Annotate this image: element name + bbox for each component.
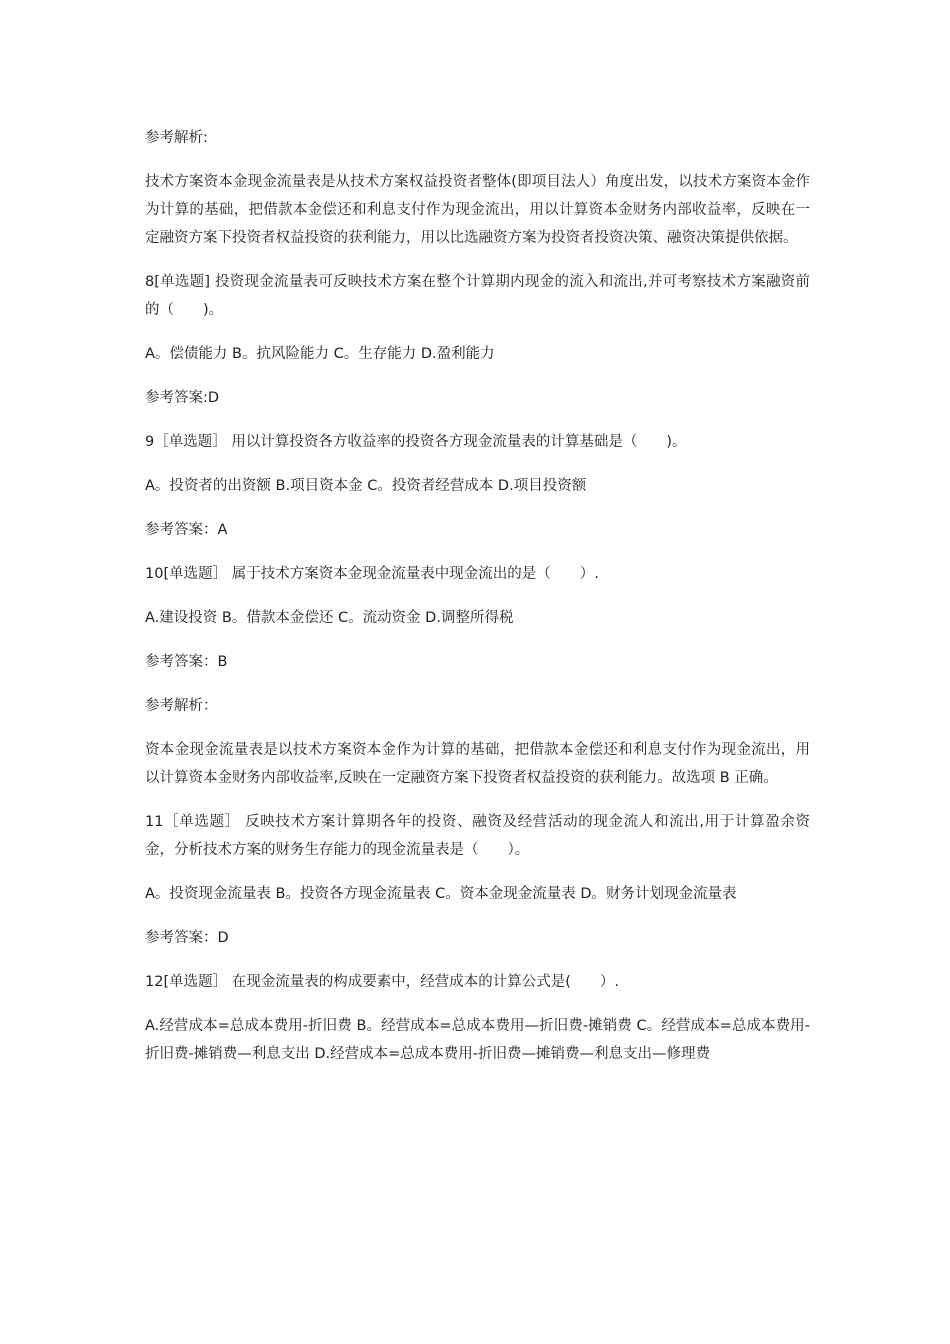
analysis-text: 技术方案资本金现金流量表是从技术方案权益投资者整体(即项目法人）角度出发，以技术方案资本金作为计算的基础，把借款本金偿还和利息支付作为现金流出，用以计算资本金财务内部收益率，反映在一定融资方案下投资者权益投资的获利能力，用以比选融资方案为投资者投资决策、融资决策提供依据。 [145, 174, 810, 246]
question-11-options: A。投资现金流量表 B。投资各方现金流量表 C。资本金现金流量表 D。财务计划现金流量表 [145, 886, 737, 902]
question-8-options: A。偿债能力 B。抗风险能力 C。生存能力 D.盈利能力 [145, 346, 495, 362]
question-11-answer: 参考答案：D [145, 930, 229, 946]
question-8-answer: 参考答案:D [145, 390, 220, 406]
question-12-options: A.经营成本=总成本费用-折旧费 B。经营成本=总成本费用—折旧费-摊销费 C。经营成本=总成本费用-折旧费-摊销费—利息支出 D.经营成本=总成本费用-折旧费—摊销费—利息支出—修理费 [145, 1018, 810, 1062]
analysis-text: 资本金现金流量表是以技术方案资本金作为计算的基础，把借款本金偿还和利息支付作为现金流出，用以计算资本金财务内部收益率,反映在一定融资方案下投资者权益投资的获利能力。故选项 B 正确。 [145, 742, 810, 786]
question-10-answer: 参考答案：B [145, 654, 228, 670]
analysis-label: 参考解析: [145, 130, 208, 146]
question-11: 11［单选题］ 反映技术方案计算期各年的投资、融资及经营活动的现金流人和流出,用于计算盈余资金，分析技术方案的财务生存能力的现金流量表是（ ）。 [145, 814, 810, 858]
question-9-answer: 参考答案：A [145, 522, 228, 538]
question-10-options: A.建设投资 B。借款本金偿还 C。流动资金 D.调整所得税 [145, 610, 514, 626]
question-9: 9［单选题］ 用以计算投资各方收益率的投资各方现金流量表的计算基础是（ )。 [145, 434, 687, 450]
question-8: 8[单选题] 投资现金流量表可反映技术方案在整个计算期内现金的流入和流出,并可考察技术方案融资前的（ )。 [145, 274, 810, 318]
document-page [145, 124, 810, 1084]
question-10: 10[单选题］ 属于技术方案资本金现金流量表中现金流出的是（ ）. [145, 566, 599, 582]
question-12: 12[单选题］ 在现金流量表的构成要素中，经营成本的计算公式是( ）. [145, 974, 619, 990]
question-9-options: A。投资者的出资额 B.项目资本金 C。投资者经营成本 D.项目投资额 [145, 478, 587, 494]
analysis-label: 参考解析： [145, 698, 218, 714]
